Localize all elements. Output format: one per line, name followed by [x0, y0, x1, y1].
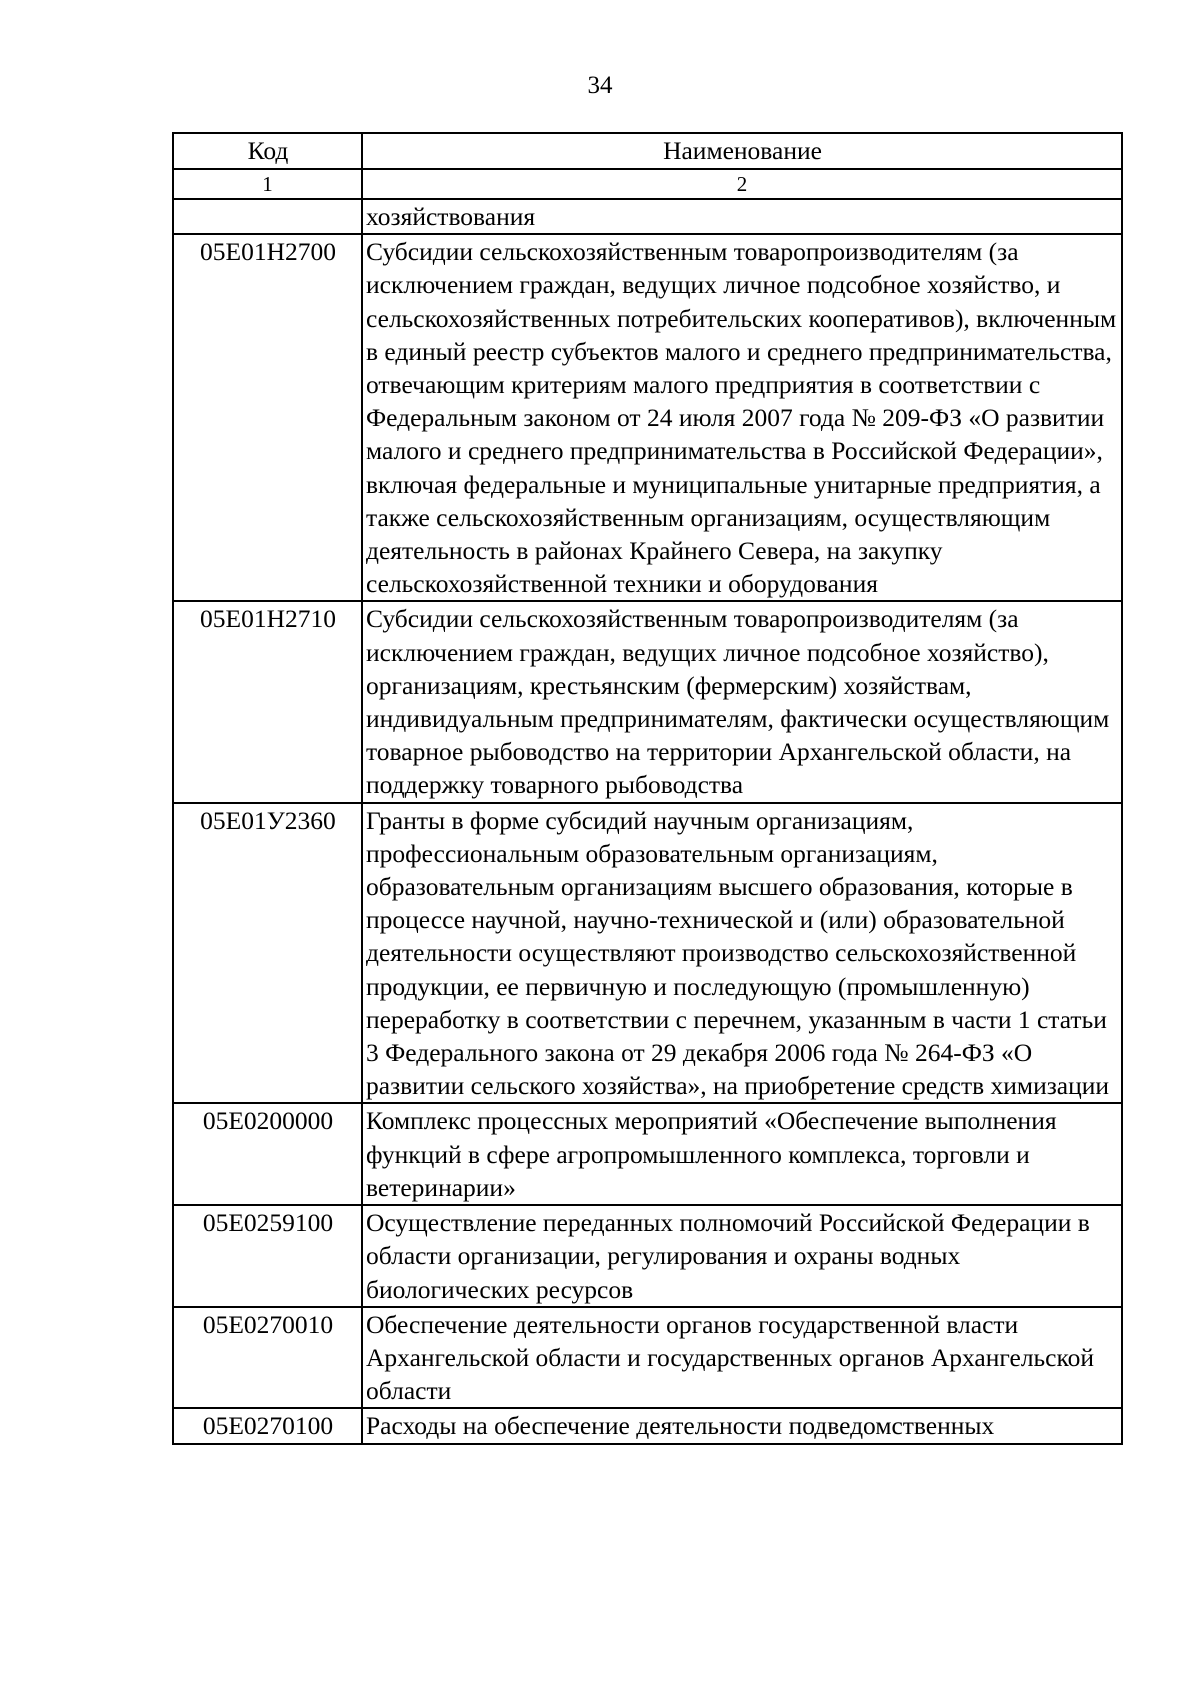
row-code: 05Е0200000	[173, 1103, 362, 1205]
row-name: Расходы на обеспечение деятельности подведомственных	[362, 1408, 1122, 1443]
table-row	[173, 1103, 1122, 1205]
row-code: 05Е0259100	[173, 1205, 362, 1307]
column-number-2: 2	[362, 169, 1122, 199]
row-name: хозяйствования	[362, 199, 1122, 234]
row-code	[173, 199, 362, 234]
row-code: 05Е01Н2700	[173, 234, 362, 601]
row-code: 05Е01Н2710	[173, 601, 362, 802]
row-name: Обеспечение деятельности органов государственной власти Архангельской области и государственных органов Архангельской области	[362, 1307, 1122, 1409]
row-code: 05Е0270100	[173, 1408, 362, 1443]
table-row	[173, 1205, 1122, 1307]
column-number-row	[173, 169, 1122, 199]
row-name: Субсидии сельскохозяйственным товаропроизводителям (за исключением граждан, ведущих личное подсобное хозяйство, и сельскохозяйственных потребительских кооперативов), включенным в единый реестр субъектов малого и среднего предпринимательства, отвечающим критериям малого предприятия в соответствии с Федеральным законом от 24 июля 2007 года № 209-ФЗ «О развитии малого и среднего предпринимательства в Российской Федерации», включая федеральные и муниципальные унитарные предприятия, а также сельскохозяйственным организациям, осуществляющим деятельность в районах Крайнего Севера, на закупку сельскохозяйственной техники и оборудования	[362, 234, 1122, 601]
row-name: Осуществление переданных полномочий Российской Федерации в области организации, регулирования и охраны водных биологических ресурсов	[362, 1205, 1122, 1307]
header-name: Наименование	[362, 133, 1122, 169]
table-row	[173, 601, 1122, 802]
column-number-1: 1	[173, 169, 362, 199]
table-header-row	[173, 133, 1122, 169]
row-code: 05Е0270010	[173, 1307, 362, 1409]
page-number: 34	[587, 72, 613, 99]
row-name: Субсидии сельскохозяйственным товаропроизводителям (за исключением граждан, ведущих личное подсобное хозяйство), организациям, крестьянским (фермерским) хозяйствам, индивидуальным предпринимателям, фактически осуществляющим товарное рыбоводство на территории Архангельской области, на поддержку товарного рыбоводства	[362, 601, 1122, 802]
row-name: Гранты в форме субсидий научным организациям, профессиональным образовательным организациям, образовательным организациям высшего образования, которые в процессе научной, научно-технической и (или) образовательной деятельности осуществляют производство сельскохозяйственной продукции, ее первичную и последующую (промышленную) переработку в соответствии с перечнем, указанным в части 1 статьи 3 Федерального закона от 29 декабря 2006 года № 264-ФЗ «О развитии сельского хозяйства», на приобретение средств химизации	[362, 803, 1122, 1104]
table-row	[173, 803, 1122, 1104]
table-row	[173, 1307, 1122, 1409]
table-row	[173, 1408, 1122, 1443]
budget-classification-table	[172, 132, 1123, 1445]
row-name: Комплекс процессных мероприятий «Обеспечение выполнения функций в сфере агропромышленного комплекса, торговли и ветеринарии»	[362, 1103, 1122, 1205]
header-code: Код	[173, 133, 362, 169]
table-row	[173, 199, 1122, 234]
row-code: 05Е01У2360	[173, 803, 362, 1104]
table-row	[173, 234, 1122, 601]
